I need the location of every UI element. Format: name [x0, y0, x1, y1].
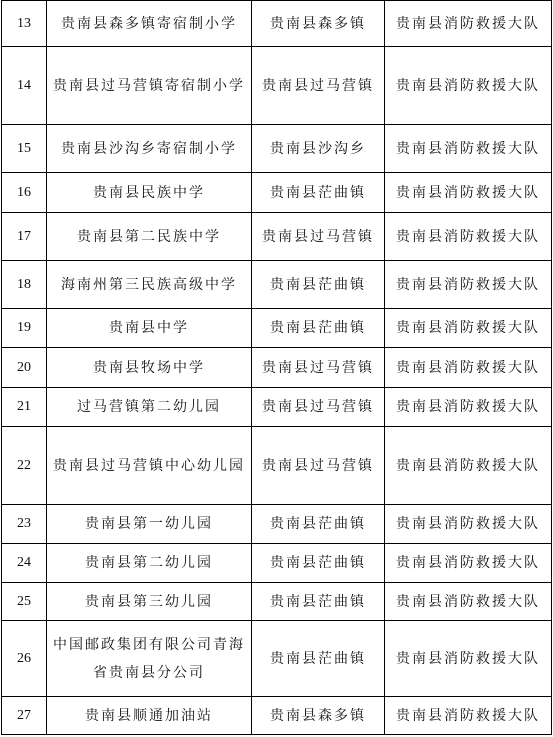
table-row [2, 125, 552, 173]
fire-brigade: 贵南县消防救援大队 [385, 388, 552, 427]
town-name: 贵南县森多镇 [252, 697, 385, 735]
table-row [2, 261, 552, 309]
unit-name: 海南州第三民族高级中学 [47, 261, 252, 309]
table-row [2, 173, 552, 213]
unit-name: 贵南县顺通加油站 [47, 697, 252, 735]
fire-brigade: 贵南县消防救援大队 [385, 47, 552, 125]
unit-name: 贵南县第一幼儿园 [47, 505, 252, 544]
table-row [2, 1, 552, 47]
table-row [2, 348, 552, 388]
fire-brigade: 贵南县消防救援大队 [385, 621, 552, 697]
row-number: 25 [2, 583, 47, 621]
table-row [2, 309, 552, 348]
unit-name: 贵南县沙沟乡寄宿制小学 [47, 125, 252, 173]
fire-brigade: 贵南县消防救援大队 [385, 505, 552, 544]
row-number: 23 [2, 505, 47, 544]
unit-name: 贵南县过马营镇中心幼儿园 [47, 427, 252, 505]
fire-brigade: 贵南县消防救援大队 [385, 348, 552, 388]
town-name: 贵南县茫曲镇 [252, 621, 385, 697]
table-row [2, 544, 552, 583]
table-row [2, 697, 552, 735]
fire-brigade: 贵南县消防救援大队 [385, 309, 552, 348]
table-row [2, 621, 552, 697]
row-number: 26 [2, 621, 47, 697]
unit-name: 中国邮政集团有限公司青海省贵南县分公司 [47, 621, 252, 697]
town-name: 贵南县过马营镇 [252, 427, 385, 505]
table-row [2, 213, 552, 261]
row-number: 27 [2, 697, 47, 735]
row-number: 13 [2, 1, 47, 47]
row-number: 21 [2, 388, 47, 427]
fire-brigade: 贵南县消防救援大队 [385, 1, 552, 47]
row-number: 15 [2, 125, 47, 173]
row-number: 24 [2, 544, 47, 583]
fire-brigade: 贵南县消防救援大队 [385, 213, 552, 261]
table-row [2, 47, 552, 125]
town-name: 贵南县过马营镇 [252, 388, 385, 427]
town-name: 贵南县茫曲镇 [252, 505, 385, 544]
unit-name: 贵南县第二民族中学 [47, 213, 252, 261]
table-row [2, 505, 552, 544]
unit-name: 过马营镇第二幼儿园 [47, 388, 252, 427]
row-number: 14 [2, 47, 47, 125]
table-row [2, 427, 552, 505]
fire-brigade: 贵南县消防救援大队 [385, 583, 552, 621]
town-name: 贵南县过马营镇 [252, 348, 385, 388]
town-name: 贵南县沙沟乡 [252, 125, 385, 173]
unit-name: 贵南县中学 [47, 309, 252, 348]
unit-name: 贵南县第三幼儿园 [47, 583, 252, 621]
unit-table [1, 0, 552, 735]
fire-brigade: 贵南县消防救援大队 [385, 125, 552, 173]
fire-brigade: 贵南县消防救援大队 [385, 544, 552, 583]
unit-name: 贵南县牧场中学 [47, 348, 252, 388]
row-number: 19 [2, 309, 47, 348]
town-name: 贵南县茫曲镇 [252, 173, 385, 213]
table-body [2, 1, 552, 735]
unit-name: 贵南县民族中学 [47, 173, 252, 213]
fire-brigade: 贵南县消防救援大队 [385, 261, 552, 309]
unit-name: 贵南县过马营镇寄宿制小学 [47, 47, 252, 125]
table-row [2, 583, 552, 621]
fire-brigade: 贵南县消防救援大队 [385, 173, 552, 213]
fire-brigade: 贵南县消防救援大队 [385, 427, 552, 505]
row-number: 22 [2, 427, 47, 505]
row-number: 18 [2, 261, 47, 309]
unit-name: 贵南县第二幼儿园 [47, 544, 252, 583]
row-number: 20 [2, 348, 47, 388]
town-name: 贵南县森多镇 [252, 1, 385, 47]
table-row [2, 388, 552, 427]
fire-brigade: 贵南县消防救援大队 [385, 697, 552, 735]
town-name: 贵南县茫曲镇 [252, 544, 385, 583]
unit-name: 贵南县森多镇寄宿制小学 [47, 1, 252, 47]
row-number: 17 [2, 213, 47, 261]
town-name: 贵南县过马营镇 [252, 213, 385, 261]
town-name: 贵南县过马营镇 [252, 47, 385, 125]
town-name: 贵南县茫曲镇 [252, 261, 385, 309]
town-name: 贵南县茫曲镇 [252, 309, 385, 348]
row-number: 16 [2, 173, 47, 213]
town-name: 贵南县茫曲镇 [252, 583, 385, 621]
